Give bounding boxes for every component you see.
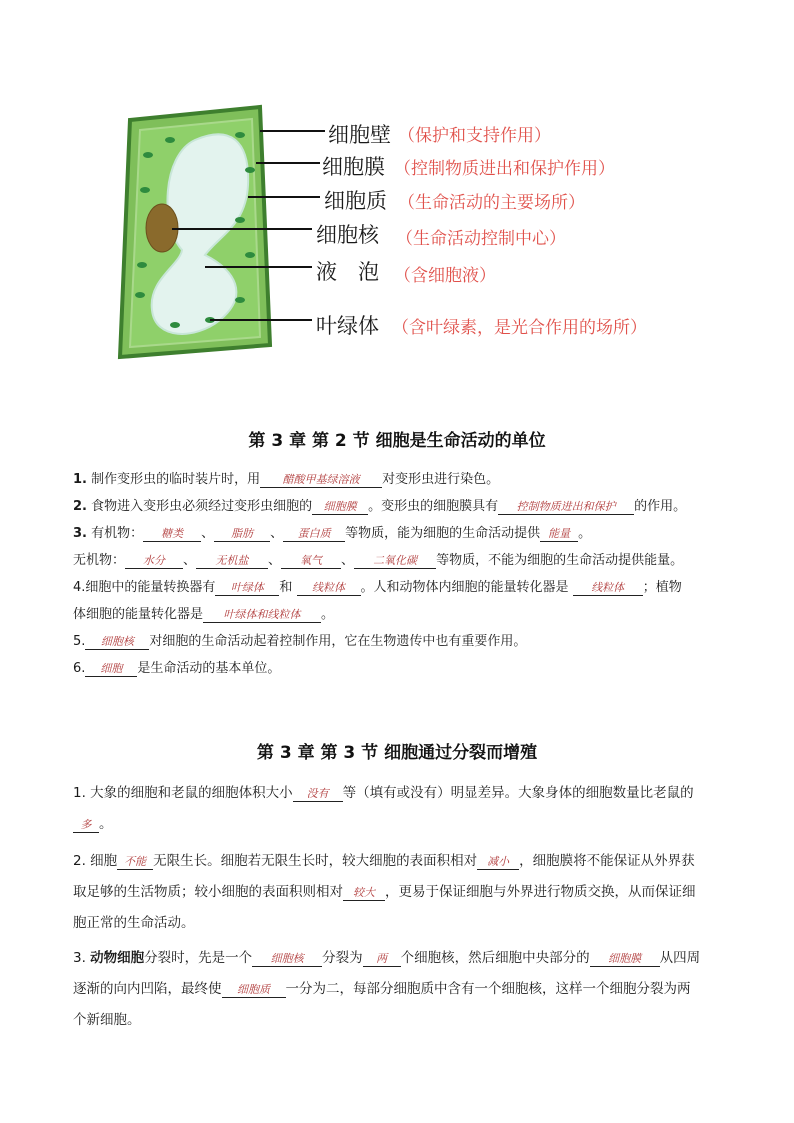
item-3-2-3b: 无机物： 水分 、 无机盐 、 氧气 、 二氧化碳 等物质，不能为细胞的生命活动提供能量。 <box>73 553 684 568</box>
label-cytoplasm: 细胞质 <box>324 189 387 213</box>
item-3-3-1b: 多 。 <box>73 812 113 833</box>
answer-blank: 细胞 <box>85 662 137 677</box>
item-3-3-3c: 个新细胞。 <box>73 1012 141 1028</box>
label-cell-wall: 细胞壁 <box>328 123 391 147</box>
item-3-3-2c: 胞正常的生命活动。 <box>73 915 195 931</box>
answer-blank: 叶绿体和线粒体 <box>203 608 321 623</box>
answer-blank: 醋酸甲基绿溶液 <box>260 473 382 488</box>
item-3-2-3: 3. 有机物： 糖类 、 脂肪 、 蛋白质 等物质，能为细胞的生命活动提供 能量 。 <box>73 526 592 541</box>
item-3-3-2b: 取足够的生活物质；较小细胞的表面积则相对 较大 ，更易于保证细胞与外界进行物质交换，从而保证细 <box>73 884 696 900</box>
answer-blank: 细胞核 <box>252 952 322 967</box>
desc-chloroplast: （含叶绿素，是光合作用的场所） <box>392 318 647 338</box>
item-3-2-6: 6. 细胞 是生命活动的基本单位。 <box>73 661 281 676</box>
answer-blank: 两 <box>363 952 401 967</box>
item-3-2-5: 5. 细胞核 对细胞的生命活动起着控制作用，它在生物遗传中也有重要作用。 <box>73 634 527 649</box>
desc-cell-wall: （保护和支持作用） <box>398 126 551 146</box>
item-3-3-3: 3. 动物细胞分裂时，先是一个 细胞核 分裂为 两 个细胞核，然后细胞中央部分的 细胞膜 从四周 <box>73 950 701 966</box>
item-3-2-2: 2. 食物进入变形虫必须经过变形虫细胞的 细胞膜 。变形虫的细胞膜具有 控制物质进出和保护 的作用。 <box>73 499 687 514</box>
answer-blank: 细胞膜 <box>590 952 660 967</box>
answer-blank: 糖类 <box>143 527 201 542</box>
answer-blank: 二氧化碳 <box>354 554 436 569</box>
item-3-3-2: 2. 细胞 不能 无限生长。细胞若无限生长时，较大细胞的表面积相对 减小 ，细胞膜将不能保证从外界获 <box>73 853 695 869</box>
answer-blank: 脂肪 <box>214 527 270 542</box>
item-3-3-3b: 逐渐的向内凹陷，最终使 细胞质 一分为二，每部分细胞质中含有一个细胞核，这样一个细胞分裂为两 <box>73 981 691 997</box>
desc-cell-membrane: （控制物质进出和保护作用） <box>394 159 615 179</box>
answer-blank: 较大 <box>343 886 385 901</box>
answer-blank: 细胞质 <box>222 983 286 998</box>
answer-blank: 蛋白质 <box>283 527 345 542</box>
item-3-2-4: 4.细胞中的能量转换器有 叶绿体 和 线粒体 。人和动物体内细胞的能量转化器是 线粒体 ；植物 <box>73 580 682 595</box>
answer-blank: 没有 <box>293 787 343 802</box>
answer-blank: 减小 <box>477 855 519 870</box>
label-cell-membrane: 细胞膜 <box>322 155 385 179</box>
plant-cell-figure <box>100 95 700 360</box>
label-nucleus: 细胞核 <box>316 223 379 247</box>
desc-vacuole: （含细胞液） <box>394 266 496 286</box>
section-title-3-2: 第 3 章 第 2 节 细胞是生命活动的单位 <box>248 431 546 451</box>
label-chloroplast: 叶绿体 <box>316 314 379 338</box>
answer-blank: 多 <box>73 818 99 833</box>
answer-blank: 线粒体 <box>573 581 643 596</box>
answer-blank: 水分 <box>125 554 183 569</box>
answer-blank: 控制物质进出和保护 <box>498 500 634 515</box>
answer-blank: 细胞核 <box>85 635 149 650</box>
answer-blank: 能量 <box>540 527 578 542</box>
item-3-2-1: 1. 制作变形虫的临时装片时，用 醋酸甲基绿溶液 对变形虫进行染色。 <box>73 472 500 487</box>
section-title-3-3: 第 3 章 第 3 节 细胞通过分裂而增殖 <box>256 743 538 763</box>
label-vacuole: 液 泡 <box>316 260 379 284</box>
item-3-3-1: 1. 大象的细胞和老鼠的细胞体积大小 没有 等（填有或没有）明显差异。大象身体的细胞数量比老鼠的 <box>73 785 694 801</box>
item-3-2-4b: 体细胞的能量转化器是 叶绿体和线粒体 。 <box>73 607 335 622</box>
answer-blank: 无机盐 <box>196 554 268 569</box>
answer-blank: 细胞膜 <box>312 500 368 515</box>
answer-blank: 不能 <box>117 855 153 870</box>
answer-blank: 氧气 <box>281 554 341 569</box>
desc-nucleus: （生命活动控制中心） <box>396 229 566 249</box>
answer-blank: 叶绿体 <box>215 581 279 596</box>
answer-blank: 线粒体 <box>297 581 361 596</box>
desc-cytoplasm: （生命活动的主要场所） <box>398 193 585 213</box>
